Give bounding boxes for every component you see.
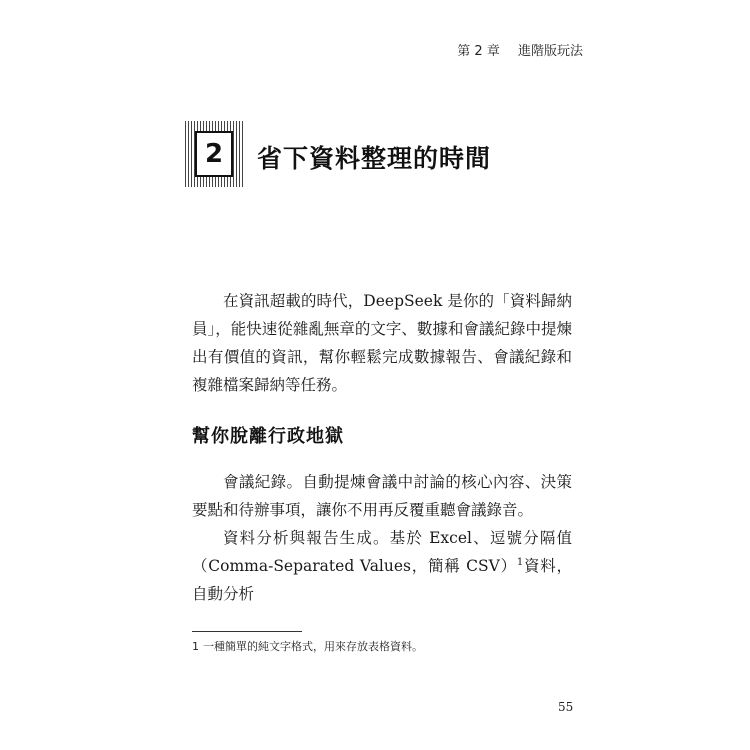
paragraph-meeting-notes: 會議紀錄。自動提煉會議中討論的核心內容、決策要點和待辦事項，讓你不用再反覆重聽會議錄音。 bbox=[192, 473, 572, 519]
section-number: 2 bbox=[204, 139, 224, 169]
paragraph-text-after-ref: 資料，自動分析 bbox=[192, 557, 572, 603]
footnote-text: 一種簡單的純文字格式，用來存放表格資料。 bbox=[203, 640, 423, 653]
footnote-number: 1 bbox=[192, 640, 199, 653]
section-number-box bbox=[195, 131, 233, 177]
body-text bbox=[192, 468, 572, 608]
section-number-badge bbox=[185, 121, 243, 187]
footnote-reference[interactable]: 1 bbox=[516, 556, 524, 568]
page-number: 55 bbox=[558, 700, 574, 714]
paragraph-text-before-ref: 資料分析與報告生成。基於 Excel、逗號分隔值（Comma-Separated Values，簡稱 CSV） bbox=[192, 529, 572, 575]
section-title: 省下資料整理的時間 bbox=[257, 144, 492, 173]
running-header bbox=[457, 40, 583, 59]
chapter-label: 第 2 章 bbox=[457, 44, 500, 59]
footnote bbox=[192, 638, 423, 654]
chapter-title: 進階版玩法 bbox=[517, 44, 583, 59]
footnote-divider bbox=[192, 631, 302, 632]
paragraph-data-analysis bbox=[192, 524, 572, 608]
subheading: 幫你脫離行政地獄 bbox=[192, 426, 344, 447]
intro-paragraph: 在資訊超載的時代，DeepSeek 是你的「資料歸納員」，能快速從雜亂無章的文字、數據和會議紀錄中提煉出有價值的資訊，幫你輕鬆完成數據報告、會議紀錄和複雜檔案歸納等任務。 bbox=[192, 292, 572, 394]
